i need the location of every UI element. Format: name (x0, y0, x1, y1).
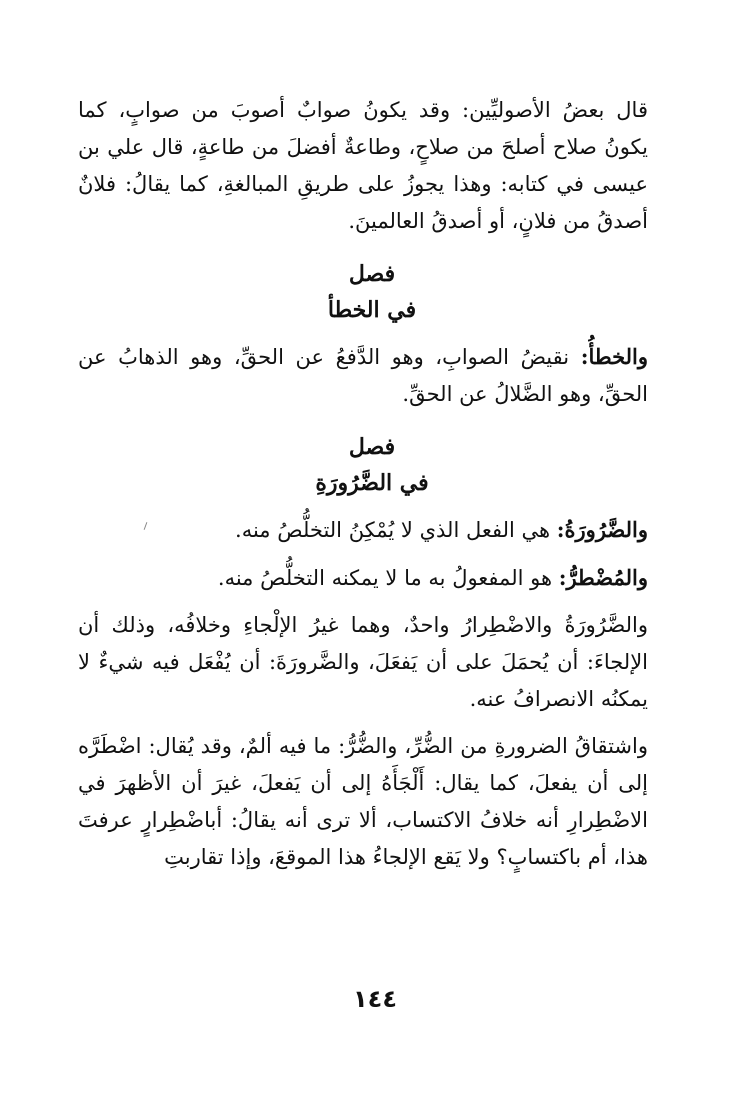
page-number: ١٤٤ (353, 985, 397, 1013)
definition-term: والخطأُ: (580, 344, 648, 369)
section-label: فصل (348, 434, 396, 460)
section-label: فصل (348, 261, 396, 287)
definition-darura (78, 511, 666, 549)
section-title: في الضَّرُورَةِ (315, 470, 429, 496)
paragraph-intro: قال بعضُ الأصوليِّين: وقد يكونُ صوابٌ أصوبَ من صوابٍ، كما يكونُ صلاح أصلحَ من صلاحٍ، وطاعةٌ أفضلَ من طاعةٍ، قال علي بن عيسى في كتابه: وهذا يجوزُ على طريقِ المبالغةِ، كما يقالُ: فلانٌ أصدقُ من فلانٍ، أو أصدقُ العالمينَ. (78, 98, 648, 233)
section-title: في الخطأ (327, 297, 417, 323)
definition-text: هي الفعل الذي لا يُمْكِنُ التخلُّصُ منه. (235, 518, 557, 542)
section-khata (78, 256, 666, 413)
paragraph-darura-ilja: والضَّرُورَةُ والاضْطِرارُ واحدٌ، وهما غيرُ الإلْجاءِ وخلافُه، وذلك أن الإلجاءَ: أن يُحمَلَ على أن يَفعَلَ، والضَّرورَةَ: أن يُفْعَل فيه شيءٌ لا يمكنُه الانصرافُ عنه. (78, 613, 648, 711)
section-darura (78, 429, 666, 876)
definition-text: نقيضُ الصوابِ، وهو الدَّفعُ عن الحقِّ، وهو الذهابُ عن الحقِّ، وهو الضَّلالُ عن الحقِّ. (78, 345, 648, 406)
definition-term: والمُضْطرُّ: (558, 565, 648, 590)
definition-text: هو المفعولُ به ما لا يمكنه التخلُّصُ منه. (217, 566, 559, 590)
definition-mudtarr (78, 559, 666, 597)
page-body (78, 92, 666, 876)
definition-khata (78, 338, 666, 413)
definition-term: والضَّرُورَةُ: (556, 517, 648, 542)
paragraph-etymology: واشتقاقُ الضرورةِ من الضُّرِّ، والضُّرُّ: ما فيه ألمٌ، وقد يُقال: اضْطَرَّه إلى أن يفعلَ، كما يقال: أَلْجَأَهُ إلى أن يَفعلَ، غيرَ أن الأظهرَ في الاضْطِرارِ أنه خلافُ الاكتساب، ألا ترى أنه يقالُ: أباضْطِرارٍ عرفتَ هذا، أم باكتسابٍ؟ ولا يَقع الإلجاءُ هذا الموقعَ، وإذا تقاربتِ (78, 734, 648, 869)
